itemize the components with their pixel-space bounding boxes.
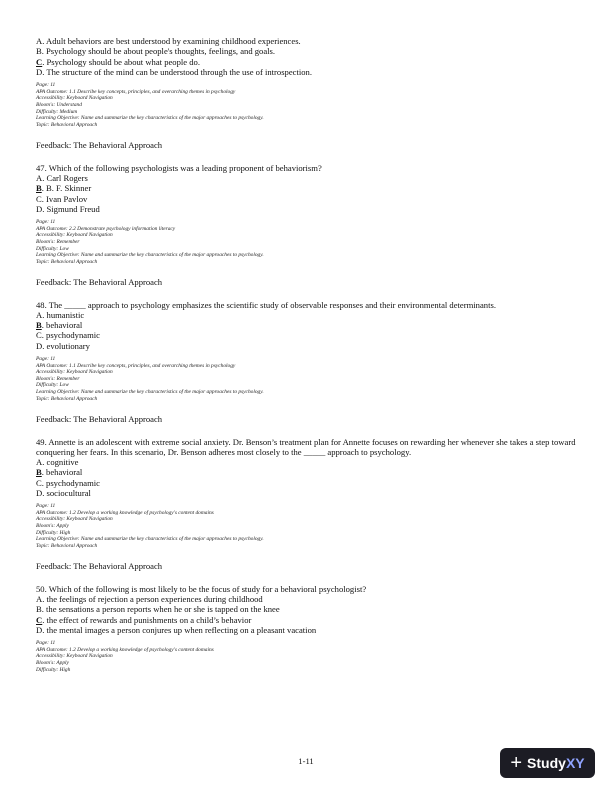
option-b: B. Psychology should be about people's thoughts, feelings, and goals. bbox=[36, 46, 276, 57]
question-metadata: Page: 11 APA Outcome: 1.2 Develop a working knowledge of psychology's content domains Accessibility: Keyboard Navigation Bloom's: Apply Difficulty: High bbox=[36, 640, 214, 673]
feedback: Feedback: The Behavioral Approach bbox=[36, 140, 163, 151]
option-c: C. psychodynamic bbox=[36, 330, 100, 341]
feedback: Feedback: The Behavioral Approach bbox=[36, 561, 163, 572]
option-c: C. Ivan Pavlov bbox=[36, 193, 88, 204]
option-d: D. the mental images a person conjures up when reflecting on a pleasant vacation bbox=[36, 624, 317, 635]
question-block-48 bbox=[36, 300, 576, 425]
option-a: A. Carl Rogers bbox=[36, 172, 88, 183]
question-metadata: Page: 11 APA Outcome: 1.1 Describe key concepts, principles, and overarching themes in psychology Accessibility: Keyboard Navigation Bloom's: Understand Difficulty: Medium Learning Objective: Name and summarize the key characteristics of the major approaches to psychology. Topic: Behavioral Approach bbox=[36, 82, 264, 128]
studyxy-badge[interactable] bbox=[500, 748, 595, 778]
option-a: A. the feelings of rejection a person experiences during childhood bbox=[36, 594, 263, 605]
question-metadata: Page: 11 APA Outcome: 2.2 Demonstrate psychology information literacy Accessibility: Keyboard Navigation Bloom's: Remember Difficulty: Low Learning Objective: Name and summarize the key characteristics of the major approaches to psychology. Topic: Behavioral Approach bbox=[36, 219, 264, 265]
feedback: Feedback: The Behavioral Approach bbox=[36, 277, 163, 288]
option-d: D. evolutionary bbox=[36, 340, 90, 351]
question-metadata: Page: 11 APA Outcome: 1.1 Describe key concepts, principles, and overarching themes in psychology Accessibility: Keyboard Navigation Bloom's: Remember Difficulty: Low Learning Objective: Name and summarize the key characteristics of the major approaches to psychology. Topic: Behavioral Approach bbox=[36, 356, 264, 402]
question-block-46 bbox=[36, 36, 576, 151]
options-list bbox=[36, 36, 576, 77]
question-text: 49. Annette is an adolescent with extreme social anxiety. Dr. Benson’s treatment plan for Annette focuses on rewarding her whenever she takes a step toward conquering her fears. In this scenario, Dr. Benson adheres most closely to the _____ approach to psychology. bbox=[36, 436, 576, 457]
document-page bbox=[36, 36, 576, 673]
option-b: B. behavioral bbox=[36, 320, 83, 331]
option-d: D. sociocultural bbox=[36, 488, 91, 498]
page-number: 1-11 bbox=[298, 756, 314, 766]
option-b: B. B. F. Skinner bbox=[36, 183, 92, 194]
option-a: A. humanistic bbox=[36, 309, 85, 320]
badge-study-text: Study bbox=[527, 755, 566, 771]
option-c: C. psychodynamic bbox=[36, 477, 100, 488]
option-c: C. Psychology should be about what people do. bbox=[36, 56, 200, 67]
question-block-49 bbox=[36, 437, 576, 572]
question-metadata: Page: 11 APA Outcome: 1.2 Develop a working knowledge of psychology's content domains Accessibility: Keyboard Navigation Bloom's: Apply Difficulty: High Learning Objective: Name and summarize the key characteristics of the major approaches to psychology. Topic: Behavioral Approach bbox=[36, 503, 264, 549]
question-text: 47. Which of the following psychologists was a leading proponent of behaviorism? bbox=[36, 162, 322, 173]
option-c: C. the effect of rewards and punishments on a child’s behavior bbox=[36, 614, 252, 625]
question-text: 48. The _____ approach to psychology emphasizes the scientific study of observable responses and their environmental determinants. bbox=[36, 299, 496, 310]
question-block-47 bbox=[36, 163, 576, 288]
feedback: Feedback: The Behavioral Approach bbox=[36, 414, 163, 425]
option-d: D. Sigmund Freud bbox=[36, 203, 100, 214]
option-d: D. The structure of the mind can be understood through the use of introspection. bbox=[36, 66, 312, 77]
question-text: 50. Which of the following is most likely to be the focus of study for a behavioral psychologist? bbox=[36, 583, 367, 594]
option-a: A. Adult behaviors are best understood by examining childhood experiences. bbox=[36, 36, 301, 46]
option-a: A. cognitive bbox=[36, 457, 79, 468]
option-b: B. the sensations a person reports when he or she is tapped on the knee bbox=[36, 604, 280, 615]
plus-icon: + bbox=[510, 751, 523, 774]
badge-xy-text: XY bbox=[565, 755, 585, 771]
option-b: B. behavioral bbox=[36, 467, 83, 478]
question-block-50 bbox=[36, 584, 576, 673]
